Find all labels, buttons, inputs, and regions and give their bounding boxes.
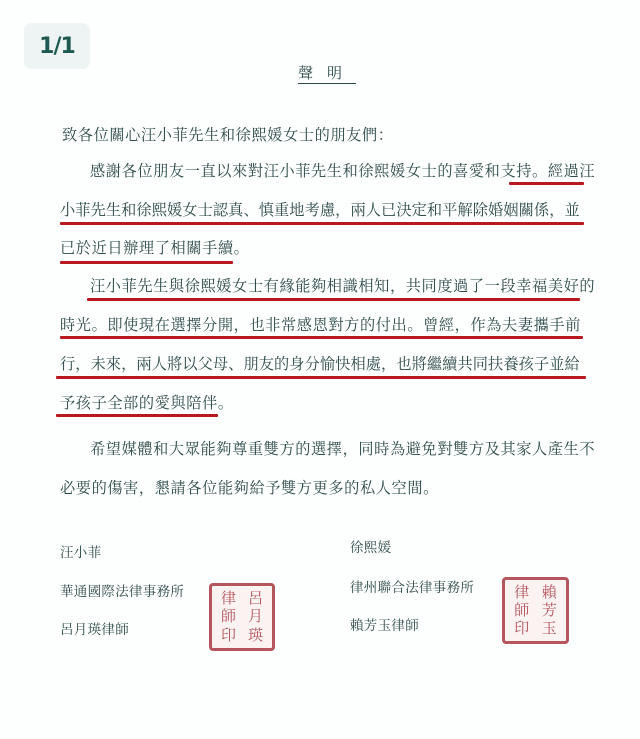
lawyer-name: 賴芳玉律師 (350, 618, 419, 634)
highlight-underline (60, 222, 584, 225)
page-indicator-badge: 1/1 (24, 23, 90, 69)
law-firm-name: 華通國際法律事務所 (60, 584, 185, 600)
highlight-underline (60, 336, 583, 339)
seal-char: 賴 (541, 582, 557, 601)
document-title-text: 聲明 (297, 64, 356, 82)
seal-char: 師 (220, 607, 236, 626)
seal-char: 律 (514, 582, 530, 601)
lawyer-seal-stamp (502, 577, 569, 644)
paragraph-1-line-2: 小菲先生和徐熙媛女士認真、慎重地考慮，兩人已決定和平解除婚姻關係，並 (60, 201, 580, 219)
salutation: 致各位關心汪小菲先生和徐熙媛女士的朋友們： (62, 126, 394, 144)
highlight-underline (56, 376, 586, 379)
highlight-underline (60, 261, 233, 264)
seal-char: 玉 (541, 619, 557, 638)
seal-char: 印 (514, 619, 530, 638)
seal-char: 律 (220, 588, 236, 607)
paragraph-3-line-2: 必要的傷害，懇請各位能夠給予雙方更多的私人空間。 (60, 479, 439, 497)
paragraph-3-line-1: 希望媒體和大眾能夠尊重雙方的選擇，同時為避免對雙方及其家人產生不 (90, 440, 596, 458)
paragraph-2-line-2: 時光。即使現在選擇分開，也非常感恩對方的付出。曾經，作為夫妻攜手前 (60, 316, 581, 334)
seal-char: 呂 (247, 588, 263, 607)
party-name: 汪小菲 (60, 545, 102, 561)
seal-char: 月 (247, 607, 263, 626)
lawyer-seal-stamp (209, 583, 275, 651)
paragraph-1-line-1: 感謝各位朋友一直以來對汪小菲先生和徐熙媛女士的喜愛和支持。經過汪 (90, 162, 596, 180)
seal-char: 師 (514, 600, 530, 619)
document-title (0, 62, 640, 83)
paragraph-1-line-3: 已於近日辦理了相關手續。 (60, 239, 250, 257)
highlight-underline (509, 182, 584, 185)
party-name: 徐熙媛 (350, 540, 392, 556)
paragraph-2-line-4: 予孩子全部的愛與陪伴。 (60, 394, 234, 412)
law-firm-name: 律州聯合法律事務所 (350, 580, 475, 596)
highlight-underline (56, 414, 218, 417)
paragraph-2-line-1: 汪小菲先生與徐熙媛女士有緣能夠相識相知，共同度過了一段幸福美好的 (90, 277, 596, 295)
lawyer-name: 呂月瑛律師 (60, 622, 129, 638)
seal-char: 芳 (541, 600, 557, 619)
seal-char: 印 (220, 626, 236, 645)
highlight-underline (87, 298, 580, 301)
paragraph-2-line-3: 行，未來，兩人將以父母、朋友的身分愉快相處，也將繼續共同扶養孩子並給 (60, 355, 580, 373)
seal-char: 瑛 (247, 626, 263, 645)
